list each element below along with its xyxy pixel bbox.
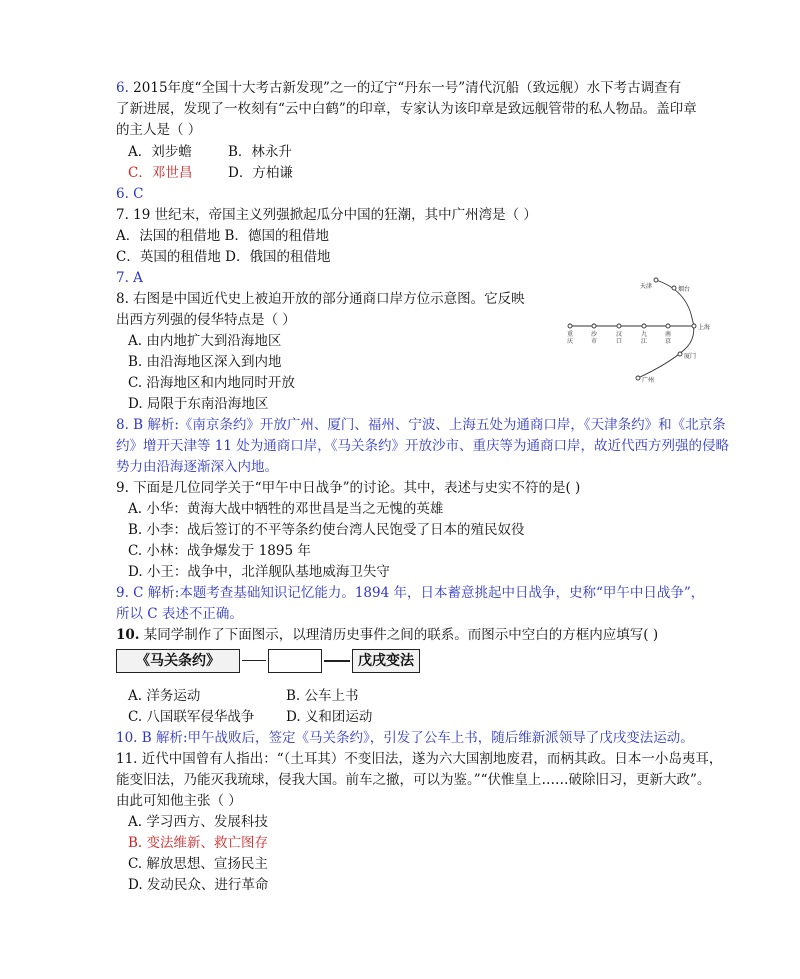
q8-option-d: D. 局限于东南沿海地区 xyxy=(128,396,269,412)
q9-option-d: D. 小王：战争中，北洋舰队基地威海卫失守 xyxy=(128,564,390,580)
port-xiamen-dot xyxy=(678,352,682,356)
label-guangzhou: 广州 xyxy=(642,377,655,384)
q9-option-c: C. 小林：战争爆发于 1895 年 xyxy=(128,543,311,559)
q6-option-d: D．方柏谦 xyxy=(228,165,293,181)
q6-stem-line1 xyxy=(116,78,681,98)
q11-option-c: C. 解放思想、宣扬民主 xyxy=(128,856,268,872)
q8-option-a: A. 由内地扩大到沿海地区 xyxy=(128,333,282,349)
jiujiang-char-1: 九 xyxy=(641,331,648,338)
port-jiujiang-dot xyxy=(642,324,646,328)
flow-connector-2 xyxy=(324,660,350,662)
port-yantai-dot xyxy=(672,286,676,290)
label-chongqing xyxy=(567,330,573,345)
nanjing-char-1: 南 xyxy=(665,331,672,338)
port-shashi-dot xyxy=(592,324,596,328)
q10-number: 10. xyxy=(116,627,140,643)
q11-option-a: A. 学习西方、发展科技 xyxy=(128,814,268,830)
q10-flow-diagram xyxy=(116,649,416,675)
chongqing-char-1: 重 xyxy=(567,331,574,338)
q10-option-b: B. 公车上书 xyxy=(286,688,359,704)
q8-answer-line2: 约》增开天津等 11 处为通商口岸，《马关条约》开放沙市、重庆等为通商口岸，故近代西方列强的侵略 xyxy=(116,438,730,454)
treaty-ports-map xyxy=(564,276,724,386)
q6-option-c: C．邓世昌 xyxy=(128,165,193,181)
q11-stem-line2: 能变旧法，乃能灭我琉球，侵我大国。前车之撤，可以为鉴。”“伏惟皇上……破除旧习，更新大政”。 xyxy=(116,772,711,788)
q10-stem xyxy=(116,625,658,645)
q6-option-b: B．林永升 xyxy=(228,144,292,160)
q6-answer: 6. C xyxy=(116,186,144,202)
q8-option-b: B. 由沿海地区深入到内地 xyxy=(128,354,282,370)
q8-option-c: C. 沿海地区和内地同时开放 xyxy=(128,375,295,391)
q11-option-d: D. 发动民众、进行革命 xyxy=(128,877,269,893)
q10-option-c: C. 八国联军侵华战争 xyxy=(128,709,255,725)
port-nanjing-dot xyxy=(666,324,670,328)
q11-option-b: B. 变法维新、救亡图存 xyxy=(128,835,269,851)
flow-blank-box xyxy=(268,649,322,673)
q6-number: 6. xyxy=(116,80,129,96)
q7-stem: 7. 19 世纪末，帝国主义列强掀起瓜分中国的狂潮，其中广州湾是（ ） xyxy=(116,207,537,223)
q11-stem-line1: 11. 近代中国曾有人指出：“（土耳其）不变旧法，遂为六大国割地废君，而柄其政。日本一小岛夷耳， xyxy=(116,751,723,767)
port-chongqing-dot xyxy=(568,324,572,328)
q8-stem-line2: 出西方列强的侵华特点是（ ） xyxy=(116,312,296,328)
hankou-char-2: 口 xyxy=(616,338,623,345)
q10-stem-text: 某同学制作了下面图示，以理清历史事件之间的联系。而图示中空白的方框内应填写( ) xyxy=(139,627,659,643)
q9-stem: 9. 下面是几位同学关于“甲午中日战争”的讨论。其中，表述与史实不符的是( ) xyxy=(116,480,581,496)
q8-stem-line1: 8. 右图是中国近代史上被迫开放的部分通商口岸方位示意图。它反映 xyxy=(116,291,525,307)
q8-answer-line3: 势力由沿海逐渐深入内地。 xyxy=(116,459,278,475)
coastline-curve xyxy=(638,280,697,378)
q9-option-a: A. 小华：黄海大战中牺牲的邓世昌是当之无愧的英雄 xyxy=(128,501,444,517)
q10-answer: 10. B 解析:甲午战败后，签定《马关条约》，引发了公车上书，随后维新派领导了戊戌变法运动。 xyxy=(116,730,694,746)
port-hankou-dot xyxy=(617,324,621,328)
hankou-char-1: 汉 xyxy=(616,331,623,338)
q7-answer: 7. A xyxy=(116,270,143,286)
q10-option-d: D. 义和团运动 xyxy=(286,709,373,725)
q8-answer-line1: 8. B 解析:《南京条约》开放广州、厦门、福州、宁波、上海五处为通商口岸，《天津条约》和《北京条 xyxy=(116,417,726,433)
label-hankou xyxy=(616,330,622,345)
flow-box-reform: 戊戌变法 xyxy=(352,649,420,673)
q9-answer-line1: 9. C 解析:本题考查基础知识记忆能力。1894 年，日本蓄意挑起中日战争，史称“甲午中日战争”， xyxy=(116,585,705,601)
q6-stem-line2: 了新进展，发现了一枚刻有“云中白鹤”的印章，专家认为该印章是致远舰管带的私人物品。盖印章 xyxy=(116,101,697,117)
q9-answer-line2: 所以 C 表述不正确。 xyxy=(116,606,243,622)
flow-connector-1 xyxy=(242,660,266,661)
q6-option-a: A．刘步蟾 xyxy=(128,144,192,160)
label-nanjing xyxy=(665,330,671,345)
label-xiamen: 厦门 xyxy=(684,353,697,360)
port-guangzhou-dot xyxy=(636,376,640,380)
q9-option-b: B. 小李：战后签订的不平等条约使台湾人民饱受了日本的殖民奴役 xyxy=(128,522,525,538)
shashi-char-1: 沙 xyxy=(591,331,598,338)
label-yantai: 烟台 xyxy=(678,286,691,293)
port-shanghai-dot xyxy=(692,324,696,328)
chongqing-char-2: 庆 xyxy=(567,338,574,345)
label-tianjin: 天津 xyxy=(640,283,653,290)
label-jiujiang xyxy=(641,330,647,345)
q7-options-ab: A．法国的租借地 B．德国的租借地 xyxy=(116,228,329,244)
q10-option-a: A. 洋务运动 xyxy=(128,688,201,704)
label-shanghai: 上海 xyxy=(698,324,711,331)
q6-stem-text: 2015年度“全国十大考古新发现”之一的辽宁“丹东一号”清代沉船（致远舰）水下考古调查有 xyxy=(128,80,682,96)
jiujiang-char-2: 江 xyxy=(641,338,648,345)
label-shashi xyxy=(591,330,598,345)
shashi-char-2: 市 xyxy=(591,338,598,345)
q11-stem-line3: 由此可知他主张（ ） xyxy=(116,793,242,809)
nanjing-char-2: 京 xyxy=(665,338,672,345)
q7-options-cd: C．英国的租借地 D．俄国的租借地 xyxy=(116,249,331,265)
port-tianjin-dot xyxy=(654,278,658,282)
q6-stem-line3: 的主人是（ ） xyxy=(116,122,202,138)
flow-box-maguan-treaty: 《马关条约》 xyxy=(116,649,240,673)
